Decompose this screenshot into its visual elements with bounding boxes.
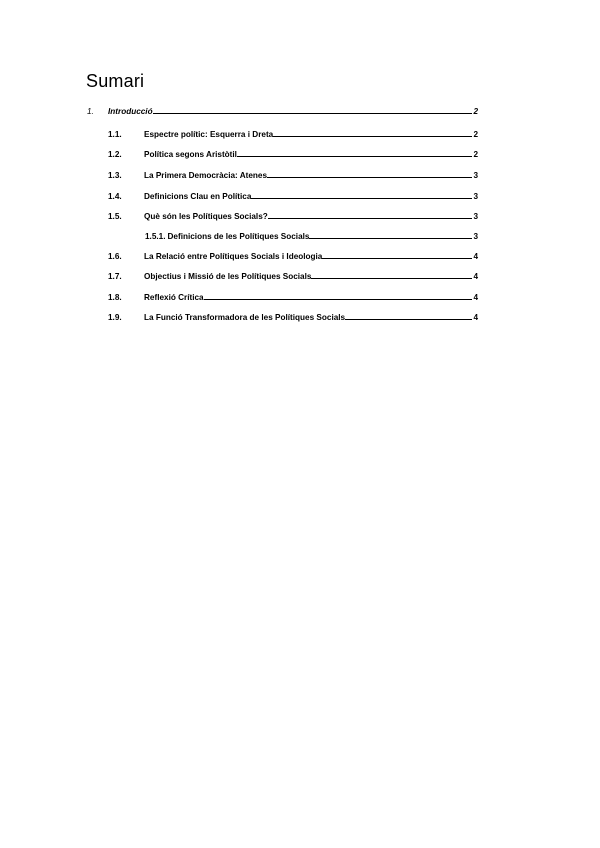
toc-entry-title: Què són les Polítiques Socials?	[144, 212, 268, 221]
toc-leader-line	[322, 258, 472, 259]
toc-entry-title: Reflexió Crítica	[144, 293, 204, 302]
toc-entry-1-4[interactable]	[108, 187, 478, 201]
toc-leader-line	[251, 198, 472, 199]
toc-entry-title: La Relació entre Polítiques Socials i Ideologia	[144, 252, 323, 261]
toc-entry-number: 1.2.	[108, 150, 122, 159]
toc-entry-1-2[interactable]	[108, 145, 478, 159]
toc-entry-title: Política segons Aristòtil	[144, 150, 237, 159]
toc-entry-page: 4	[473, 272, 478, 281]
toc-entry-1-5[interactable]	[108, 207, 478, 221]
toc-entry-number: 1.1.	[108, 130, 122, 139]
toc-entry-number: 1.9.	[108, 313, 122, 322]
toc-entry-title: Definicions Clau en Política	[144, 192, 252, 201]
toc-leader-line	[153, 113, 473, 114]
toc-entry-1-9[interactable]	[108, 308, 478, 322]
toc-entry-title: La Funció Transformadora de les Polítiques Socials	[144, 313, 346, 322]
toc-entry-introduccio[interactable]	[87, 102, 478, 116]
toc-entry-1-6[interactable]	[108, 247, 478, 261]
toc-entry-page: 3	[473, 192, 478, 201]
toc-entry-1-3[interactable]	[108, 166, 478, 180]
toc-entry-number: 1.	[87, 107, 94, 116]
toc-leader-line	[309, 238, 472, 239]
toc-leader-line	[204, 299, 473, 300]
toc-entry-title: Definicions de les Polítiques Socials	[167, 232, 310, 241]
toc-entry-title: La Primera Democràcia: Atenes	[144, 171, 268, 180]
toc-entry-page: 3	[473, 232, 478, 241]
toc-leader-line	[267, 177, 472, 178]
toc-leader-line	[237, 156, 472, 157]
toc-entry-title: Objectius i Missió de les Polítiques Socials	[144, 272, 312, 281]
toc-entry-number: 1.5.1.	[145, 232, 166, 241]
toc-entry-1-8[interactable]	[108, 288, 478, 302]
page-title: Sumari	[86, 71, 145, 91]
toc-leader-line	[273, 136, 472, 137]
toc-entry-page: 4	[473, 252, 478, 261]
toc-entry-number: 1.6.	[108, 252, 122, 261]
toc-entry-number: 1.5.	[108, 212, 122, 221]
toc-entry-page: 3	[473, 171, 478, 180]
toc-entry-number: 1.7.	[108, 272, 122, 281]
toc-entry-page: 2	[473, 130, 478, 139]
toc-entry-number: 1.8.	[108, 293, 122, 302]
toc-entry-page: 2	[473, 150, 478, 159]
toc-entry-page: 4	[473, 293, 478, 302]
toc-leader-line	[311, 278, 472, 279]
toc-entry-1-5-1[interactable]	[145, 227, 478, 241]
toc-leader-line	[268, 218, 473, 219]
toc-entry-title: Espectre polític: Esquerra i Dreta	[144, 130, 274, 139]
toc-entry-page: 3	[473, 212, 478, 221]
toc-entry-1-7[interactable]	[108, 267, 478, 281]
toc-entry-page: 4	[473, 313, 478, 322]
toc-leader-line	[345, 319, 472, 320]
toc-entry-page: 2	[473, 107, 478, 116]
toc-entry-number: 1.4.	[108, 192, 122, 201]
toc-entry-title: Introducció	[108, 107, 153, 116]
toc-entry-number: 1.3.	[108, 171, 122, 180]
toc-entry-1-1[interactable]	[108, 125, 478, 139]
